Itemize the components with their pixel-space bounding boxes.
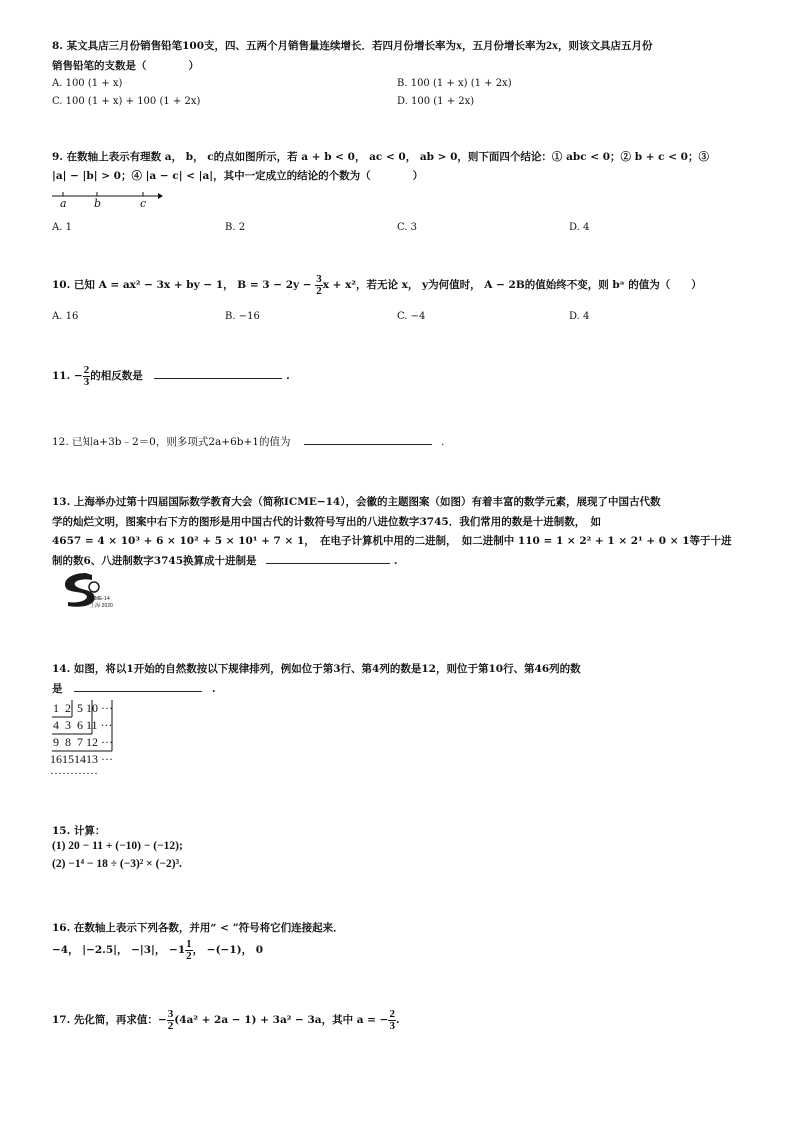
grid-cell: 10 ··· [86,701,113,715]
q10-line [52,270,702,300]
q17-text-pre: 17. 先化简，再求值： [52,1014,158,1026]
q17-text-mid: (4a² + 2a − 1) + 3a² − 3a，其中 a = − [174,1014,389,1026]
q17-fraction-2 [388,1009,396,1032]
q13-line4-text: 制的数6、八进制数字3745换算成十进制是 [52,555,257,567]
q16-numbers-pre: −4， |−2.5|， −|3|， −1 [52,944,186,956]
q11-line [52,361,290,391]
q9-line1: 9. 在数轴上表示有理数 a， b， c的点如图所示，若 a + b < 0， ac < 0， ab > 0，则下面四个结论：① abc < 0；② b + c < 0；③ [52,151,709,163]
q16-fraction [185,939,193,962]
q11-answer-blank[interactable] [154,368,282,379]
q12-end: . [441,436,445,448]
q11-text: 的相反数是 [90,370,143,382]
grid-cell: 4 [53,718,59,732]
q8-option-b[interactable]: B. 100 (1 + x) (1 + 2x) [397,78,512,89]
q13-line3: 4657 = 4 × 10³ + 6 × 10² + 5 × 10¹ + 7 × 1， 在电子计算机中用的二进制， 如二进制中 110 = 1 × 2² + 1 × 2¹ + 0 × 1等于十进 [52,535,732,547]
number-line-arrow [158,193,163,199]
number-arrangement-table [50,700,113,778]
q8-var-x: x [456,38,463,52]
q12-line [52,434,445,449]
q8-var-2x: 2x [546,38,559,52]
q11-frac-num: 2 [83,363,90,376]
q9-option-c[interactable]: C. 3 [397,222,418,233]
q13-line1: 13. 上海举办过第十四届国际数学教育大会（简称ICME−14），会徽的主题图案（如图）有着丰富的数学元素，展现了中国古代数 [52,496,661,508]
grid-row-3 [50,734,113,751]
q16-frac-num: 1 [186,937,192,950]
grid-cell: 9 [53,735,59,749]
q11-number: 11. [52,370,71,382]
q12-answer-blank[interactable] [304,434,432,445]
q14-line2 [52,681,215,696]
grid-row-1 [50,700,113,717]
grid-cell: ··· [62,766,74,780]
grid-cell: ··· [50,766,62,780]
axis-label-a: a [60,197,67,210]
q17-neg-sign: − [157,1014,167,1026]
q10-text-post: x + x²，若无论 x， y为何值时， A − 2B的值始终不变，则 bᵃ 的值为（ ） [322,279,702,291]
grid-cell: 1 [53,701,59,715]
grid-row-5 [50,768,113,778]
q9-option-b[interactable]: B. 2 [225,222,246,233]
q16-title: 16. 在数轴上表示下列各数，并用“ < ”符号将它们连接起来． [52,922,344,934]
grid-cell: 7 [77,735,83,749]
grid-cell: 6 [77,718,83,732]
q10-fraction [315,274,323,297]
axis-label-c: c [140,197,147,210]
q10-option-a[interactable]: A. 16 [52,311,79,322]
q8-option-a[interactable]: A. 100 (1 + x) [52,78,123,89]
q10-option-d[interactable]: D. 4 [569,311,590,322]
grid-cell: 16 [50,752,62,766]
q8-option-c[interactable]: C. 100 (1 + x) + 100 (1 + 2x) [52,96,201,107]
q11-frac-den: 3 [83,375,90,388]
q15-title: 15. 计算： [52,825,106,837]
q16-numbers-post: ， −(−1)， 0 [192,944,264,956]
q17-frac1-num: 3 [167,1007,174,1020]
q17-end: . [395,1014,400,1026]
q10-frac-den: 2 [316,284,322,297]
q8-option-d[interactable]: D. 100 (1 + 2x) [397,96,475,107]
number-line-figure [50,188,165,212]
q14-line2-text: 是 [52,683,63,695]
q15-part2: (2) −1⁴ − 18 ÷ (−3)² × (−2)³. [52,858,182,870]
q11-end: . [286,370,290,382]
grid-cell: ··· [74,766,86,780]
axis-label-b: b [94,197,102,210]
q13-line4 [52,553,398,568]
q12-text: 12. 已知a+3b﹣2＝0，则多项式2a+6b+1的值为 [52,436,291,448]
grid-cell: 12 ··· [86,735,113,749]
q14-answer-blank[interactable] [74,681,202,692]
q17-frac2-den: 3 [389,1019,395,1032]
q9-line2: |a| − |b| > 0；④ |a − c| < |a|，其中一定成立的结论的个数为（ ） [52,170,424,182]
grid-cell: 3 [65,718,71,732]
q13-line2: 学的灿烂文明，图案中右下方的图形是用中国古代的计数符号写出的八进位数字3745．我们常用的数是十进制数， 如 [52,516,601,528]
q8-line1 [52,38,653,53]
grid-cell: 2 [65,701,71,715]
q10-frac-num: 3 [316,272,322,285]
grid-cell: 8 [65,735,71,749]
q8-text-mid: ，五月份增长率为 [462,40,547,52]
q16-frac-den: 2 [186,949,192,962]
q11-neg-sign: − [73,370,83,382]
q17-frac1-den: 2 [167,1019,174,1032]
q8-line2: 销售铅笔的支数是（ ） [52,60,199,72]
q10-text-pre: 10. 已知 A = ax² − 3x + by − 1， B = 3 − 2y − [52,279,312,291]
icme-logo [56,570,116,610]
q10-option-b[interactable]: B. −16 [225,311,260,322]
grid-row-2 [50,717,113,734]
q14-line1: 14. 如图，将以1开始的自然数按以下规律排列，例如位于第3行、第4列的数是12，则位于第10行、第46列的数 [52,663,581,675]
q9-option-a[interactable]: A. 1 [52,222,72,233]
grid-cell: 5 [77,701,83,715]
grid-cell: 13 ··· [86,752,113,766]
q15-part1: (1) 20 − 11 + (−10) − (−12); [52,840,183,852]
q16-numbers [52,935,263,965]
q14-end: . [211,683,216,695]
q10-option-c[interactable]: C. −4 [397,311,426,322]
q17-line [52,1005,400,1035]
q17-frac2-num: 2 [389,1007,395,1020]
q8-text-end: ，则该文具店五月份 [558,40,653,52]
grid-cell: ··· [86,766,98,780]
icme-logo-text: ICME-14 [90,596,110,602]
grid-cell: 11 ··· [86,718,113,732]
icme-logo-subtext: 上海·2020 [90,603,113,609]
grid-cell: 14 [74,752,86,766]
q9-option-d[interactable]: D. 4 [569,222,590,233]
grid-cell: 15 [62,752,74,766]
q8-text: 8. 某文具店三月份销售铅笔100支，四、五两个月销售量连续增长．若四月份增长率为 [52,40,457,52]
q13-answer-blank[interactable] [266,553,390,564]
q13-end: . [393,555,398,567]
